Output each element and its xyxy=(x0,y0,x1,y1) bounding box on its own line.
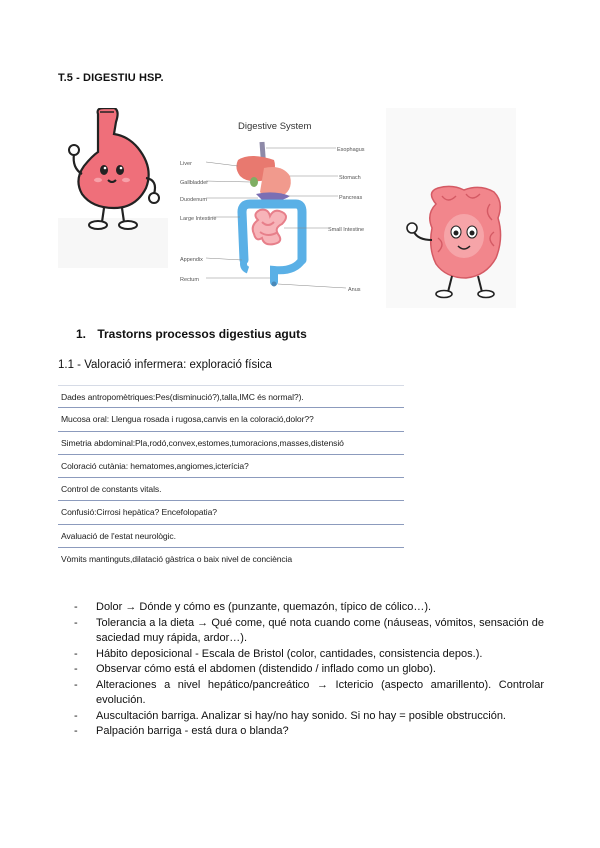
list-item-text: Tolerancia a la dieta → Qué come, qué nota cuando come (náuseas, vómitos, sensación de saciedad muy rápida, ardor…). xyxy=(96,616,544,644)
digestive-system-diagram xyxy=(178,110,370,300)
bullet-marker: - xyxy=(74,709,78,722)
list-item-text: Observar cómo está el abdomen (distendido / inflado como un globo). xyxy=(96,663,436,675)
list-item-text: Hábito deposicional - Escala de Bristol (color, cantidades, consistencia depos.). xyxy=(96,647,483,660)
list-item xyxy=(74,724,544,740)
list-item xyxy=(74,600,544,616)
list-item xyxy=(74,662,544,678)
bullet-marker: - xyxy=(74,616,78,629)
table-row: Vòmits mantinguts,dilatació gàstrica o baix nivel de conciència xyxy=(61,554,293,565)
table-row: Control de constants vitals. xyxy=(58,478,404,501)
bullet-list xyxy=(74,600,544,740)
subsection-heading: 1.1 - Valoració infermera: exploració física xyxy=(58,359,272,371)
list-item xyxy=(74,647,544,663)
intestine-cartoon-illustration xyxy=(386,108,516,308)
list-item-text: Auscultación barriga. Analizar si hay/no hay sonido. Si no hay = posible obstrucción. xyxy=(96,709,506,722)
label-appendix: Appendix xyxy=(180,257,203,263)
label-liver: Liver xyxy=(180,161,192,167)
list-item-text: Dolor → Dónde y cómo es (punzante, quemazón, típico de cólico…). xyxy=(96,601,432,613)
list-item xyxy=(74,709,544,725)
label-stomach: Stomach xyxy=(339,175,361,181)
table-row: Dades antropomètriques:Pes(disminució?),talla,IMC és normal?). xyxy=(58,385,404,408)
list-item-text: Palpación barriga - está dura o blanda? xyxy=(96,725,289,737)
label-large-intestine: Large Intestine xyxy=(180,216,217,222)
section-title: Trastorns processos digestius aguts xyxy=(97,327,307,341)
label-duodenum: Duodenum xyxy=(180,197,207,203)
bullet-marker: - xyxy=(74,647,78,660)
stomach-cartoon-illustration xyxy=(58,108,168,268)
bullet-marker: - xyxy=(74,678,78,691)
section-heading xyxy=(76,327,307,341)
table-row: Mucosa oral: Llengua rosada i rugosa,canvis en la coloració,dolor?? xyxy=(58,408,404,431)
label-rectum: Rectum xyxy=(180,277,199,283)
section-number: 1. xyxy=(76,327,87,341)
table-row: Confusió:Cirrosi hepàtica? Encefolopatia? xyxy=(58,501,404,524)
list-item-text: Alteraciones a nivel hepático/pancreático → Ictericio (aspecto amarillento). Controlar evolución. xyxy=(96,678,544,706)
label-gallbladder: Gallbladder xyxy=(180,180,209,186)
label-small-intestine: Small Intestine xyxy=(328,227,365,233)
assessment-table xyxy=(58,385,404,571)
bullet-marker: - xyxy=(74,663,78,675)
list-item xyxy=(74,616,544,647)
diagram-title: Digestive System xyxy=(238,121,312,132)
bullet-marker: - xyxy=(74,725,78,737)
label-anus: Anus xyxy=(348,287,361,293)
bullet-marker: - xyxy=(74,601,78,613)
list-item xyxy=(74,678,544,709)
table-row: Coloració cutània: hematomes,angiomes,icterícia? xyxy=(58,455,404,478)
label-pancreas: Pancreas xyxy=(339,195,363,201)
document-title: T.5 - DIGESTIU HSP. xyxy=(58,72,164,84)
table-row: Simetria abdominal:Pla,rodó,convex,estomes,tumoracions,masses,distensió xyxy=(58,432,404,455)
label-esophagus: Esophagus xyxy=(337,147,365,153)
table-row: Avaluació de l'estat neurològic. xyxy=(58,525,404,548)
